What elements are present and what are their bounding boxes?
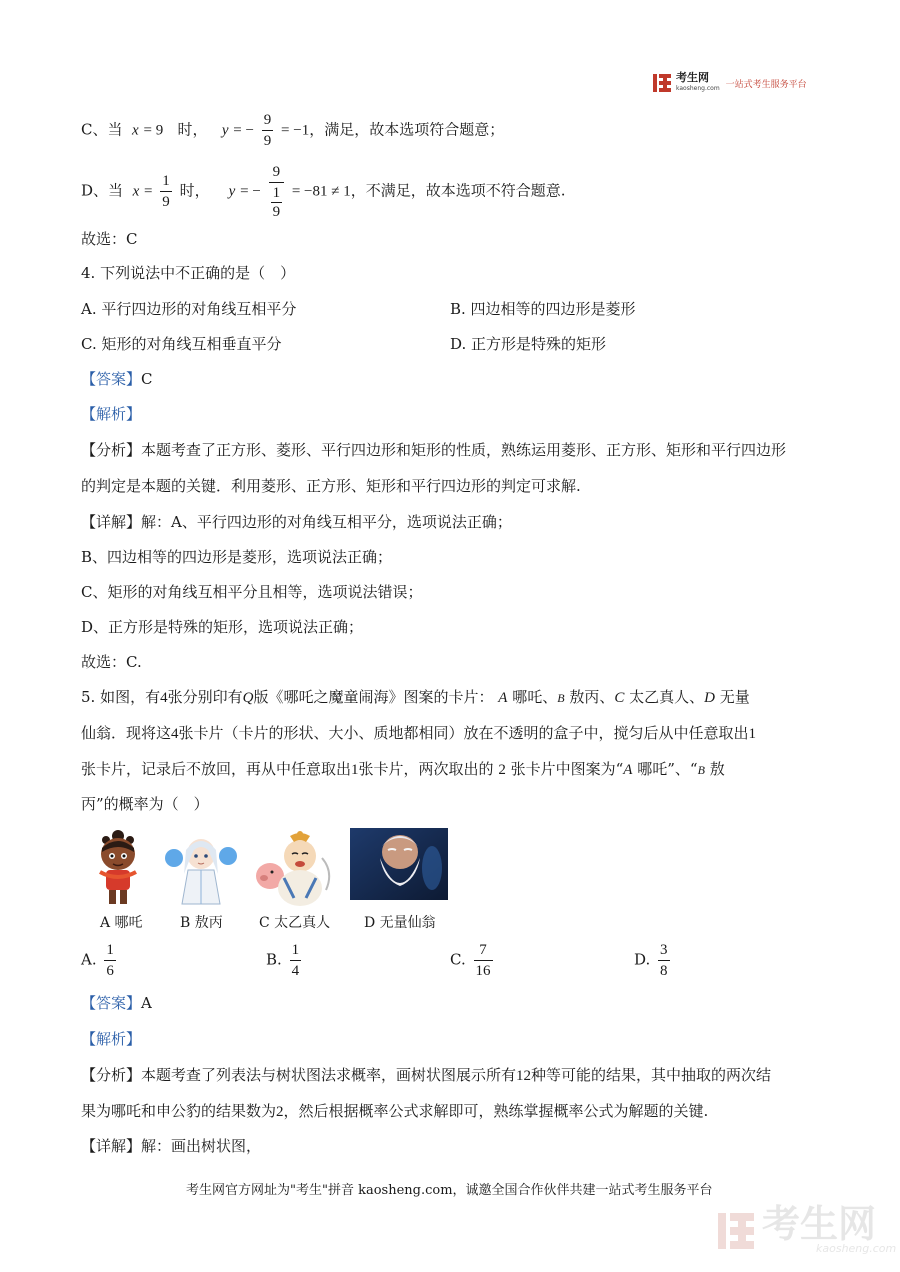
q4-xiangjie-4: D、正方形是特殊的矩形，选项说法正确；: [81, 618, 364, 636]
q4-fenxi-2: 的判定是本题的关键．利用菱形、正方形、矩形和平行四边形的判定可求解.: [81, 477, 581, 495]
card-wuliang: [350, 828, 448, 900]
q3-answer: 故选：C: [81, 230, 138, 248]
logo-url: kaosheng.com: [676, 85, 720, 92]
q5-option-a: A. $\frac{1}{6}$: [81, 942, 114, 979]
nezha-cartoon-icon: [92, 828, 144, 908]
q5-stem-3: 张卡片，记录后不放回，再从中任意取出1张卡片，两次取出的 2 张卡片中图案为“A 哪吒”、“B 敖: [81, 760, 725, 778]
q5-fenxi-2: 果为哪吒和申公豹的结果数为2，然后根据概率公式求解即可，熟练掌握概率公式为解题的关键.: [81, 1102, 709, 1120]
kaosheng-watermark-icon: [716, 1211, 756, 1251]
logo-name: 考生网: [676, 71, 709, 84]
q3-d-complex-fraction: $\frac{9}{\frac{1}{9}}$: [269, 162, 285, 221]
q4-xiangjie-2: B、四边相等的四边形是菱形，选项说法正确；: [81, 548, 393, 566]
q5-stem-1: 5. 如图，有4张分别印有Q版《哪吒之魔童闹海》图案的卡片： A 哪吒、B 敖丙、C 太乙真人、D 无量: [81, 688, 750, 706]
q4-stem: 4. 下列说法中不正确的是（ ）: [81, 264, 296, 282]
q3-d-x-fraction: $\frac{1}{9}$: [162, 173, 170, 210]
logo-slogan: 一站式考生服务平台: [725, 79, 807, 90]
q5-fenxi-1: 【分析】本题考查了列表法与树状图法求概率，画树状图展示所有12种等可能的结果，其中抽取的两次结: [81, 1066, 772, 1084]
q4-answer: 【答案】C: [81, 370, 153, 388]
q4-analysis-tag: 【解析】: [81, 405, 142, 423]
card-aobing: [164, 828, 238, 908]
card-nezha: [92, 828, 144, 908]
answer-tag: 【答案】: [81, 370, 142, 388]
q5-stem-4: 丙”的概率为（ ）: [81, 795, 209, 813]
q5-analysis-tag: 【解析】: [81, 1030, 142, 1048]
wuliang-portrait-icon: [350, 828, 448, 900]
footer-watermark: 考生网 kaosheng.com: [716, 1206, 896, 1255]
q3-option-c-line: C、当 x = 9 时， y = − $\frac{9}{9}$ = −1，满足，故本选项符合题意；: [81, 112, 505, 149]
q5-stem-2: 仙翁．现将这4张卡片（卡片的形状、大小、质地都相同）放在不透明的盒子中，搅匀后从中任意取出1: [81, 724, 757, 742]
q5-option-c: C. $\frac{7}{16}$: [450, 942, 491, 979]
q5-xiangjie-1: 【详解】解：画出树状图，: [81, 1137, 262, 1155]
q3-option-d-line: D、当 x = $\frac{1}{9}$ 时， y = − $\frac{9}{\frac{1}{9}}$ = −81 ≠ 1，不满足，故本选项不符合题意.: [81, 164, 566, 220]
aobing-cartoon-icon: [164, 828, 238, 908]
q4-option-d: D. 正方形是特殊的矩形: [450, 335, 607, 353]
q4-final: 故选：C.: [81, 653, 142, 671]
card-caption-a: A 哪吒: [100, 915, 143, 931]
q4-fenxi-1: 【分析】本题考查了正方形、菱形、平行四边形和矩形的性质，熟练运用菱形、正方形、矩形和平行四边形: [81, 441, 787, 459]
card-caption-c: C 太乙真人: [259, 915, 331, 931]
q4-option-a: A. 平行四边形的对角线互相平分: [81, 300, 297, 318]
card-taiyi: [250, 828, 340, 908]
kaosheng-logo-icon: [652, 73, 672, 93]
q4-option-c: C. 矩形的对角线互相垂直平分: [81, 335, 282, 353]
taiyi-cartoon-icon: [250, 828, 340, 908]
q3-c-fraction: $\frac{9}{9}$: [263, 112, 272, 149]
q4-xiangjie-3: C、矩形的对角线互相平分且相等，选项说法错误；: [81, 583, 423, 601]
q4-xiangjie-1: 【详解】解：A、平行四边形的对角线互相平分，选项说法正确；: [81, 513, 512, 531]
q5-option-d: D. $\frac{3}{8}$: [634, 942, 668, 979]
q5-answer: 【答案】A: [81, 994, 152, 1012]
card-caption-b: B 敖丙: [180, 915, 223, 931]
q5-option-b: B. $\frac{1}{4}$: [266, 942, 300, 979]
card-caption-d: D 无量仙翁: [364, 915, 436, 931]
header-logo: [652, 72, 807, 94]
footer-text: 考生网官方网址为"考生"拼音 kaosheng.com，诚邀全国合作伙伴共建一站式考生服务平台: [186, 1183, 713, 1198]
q4-option-b: B. 四边相等的四边形是菱形: [450, 300, 636, 318]
